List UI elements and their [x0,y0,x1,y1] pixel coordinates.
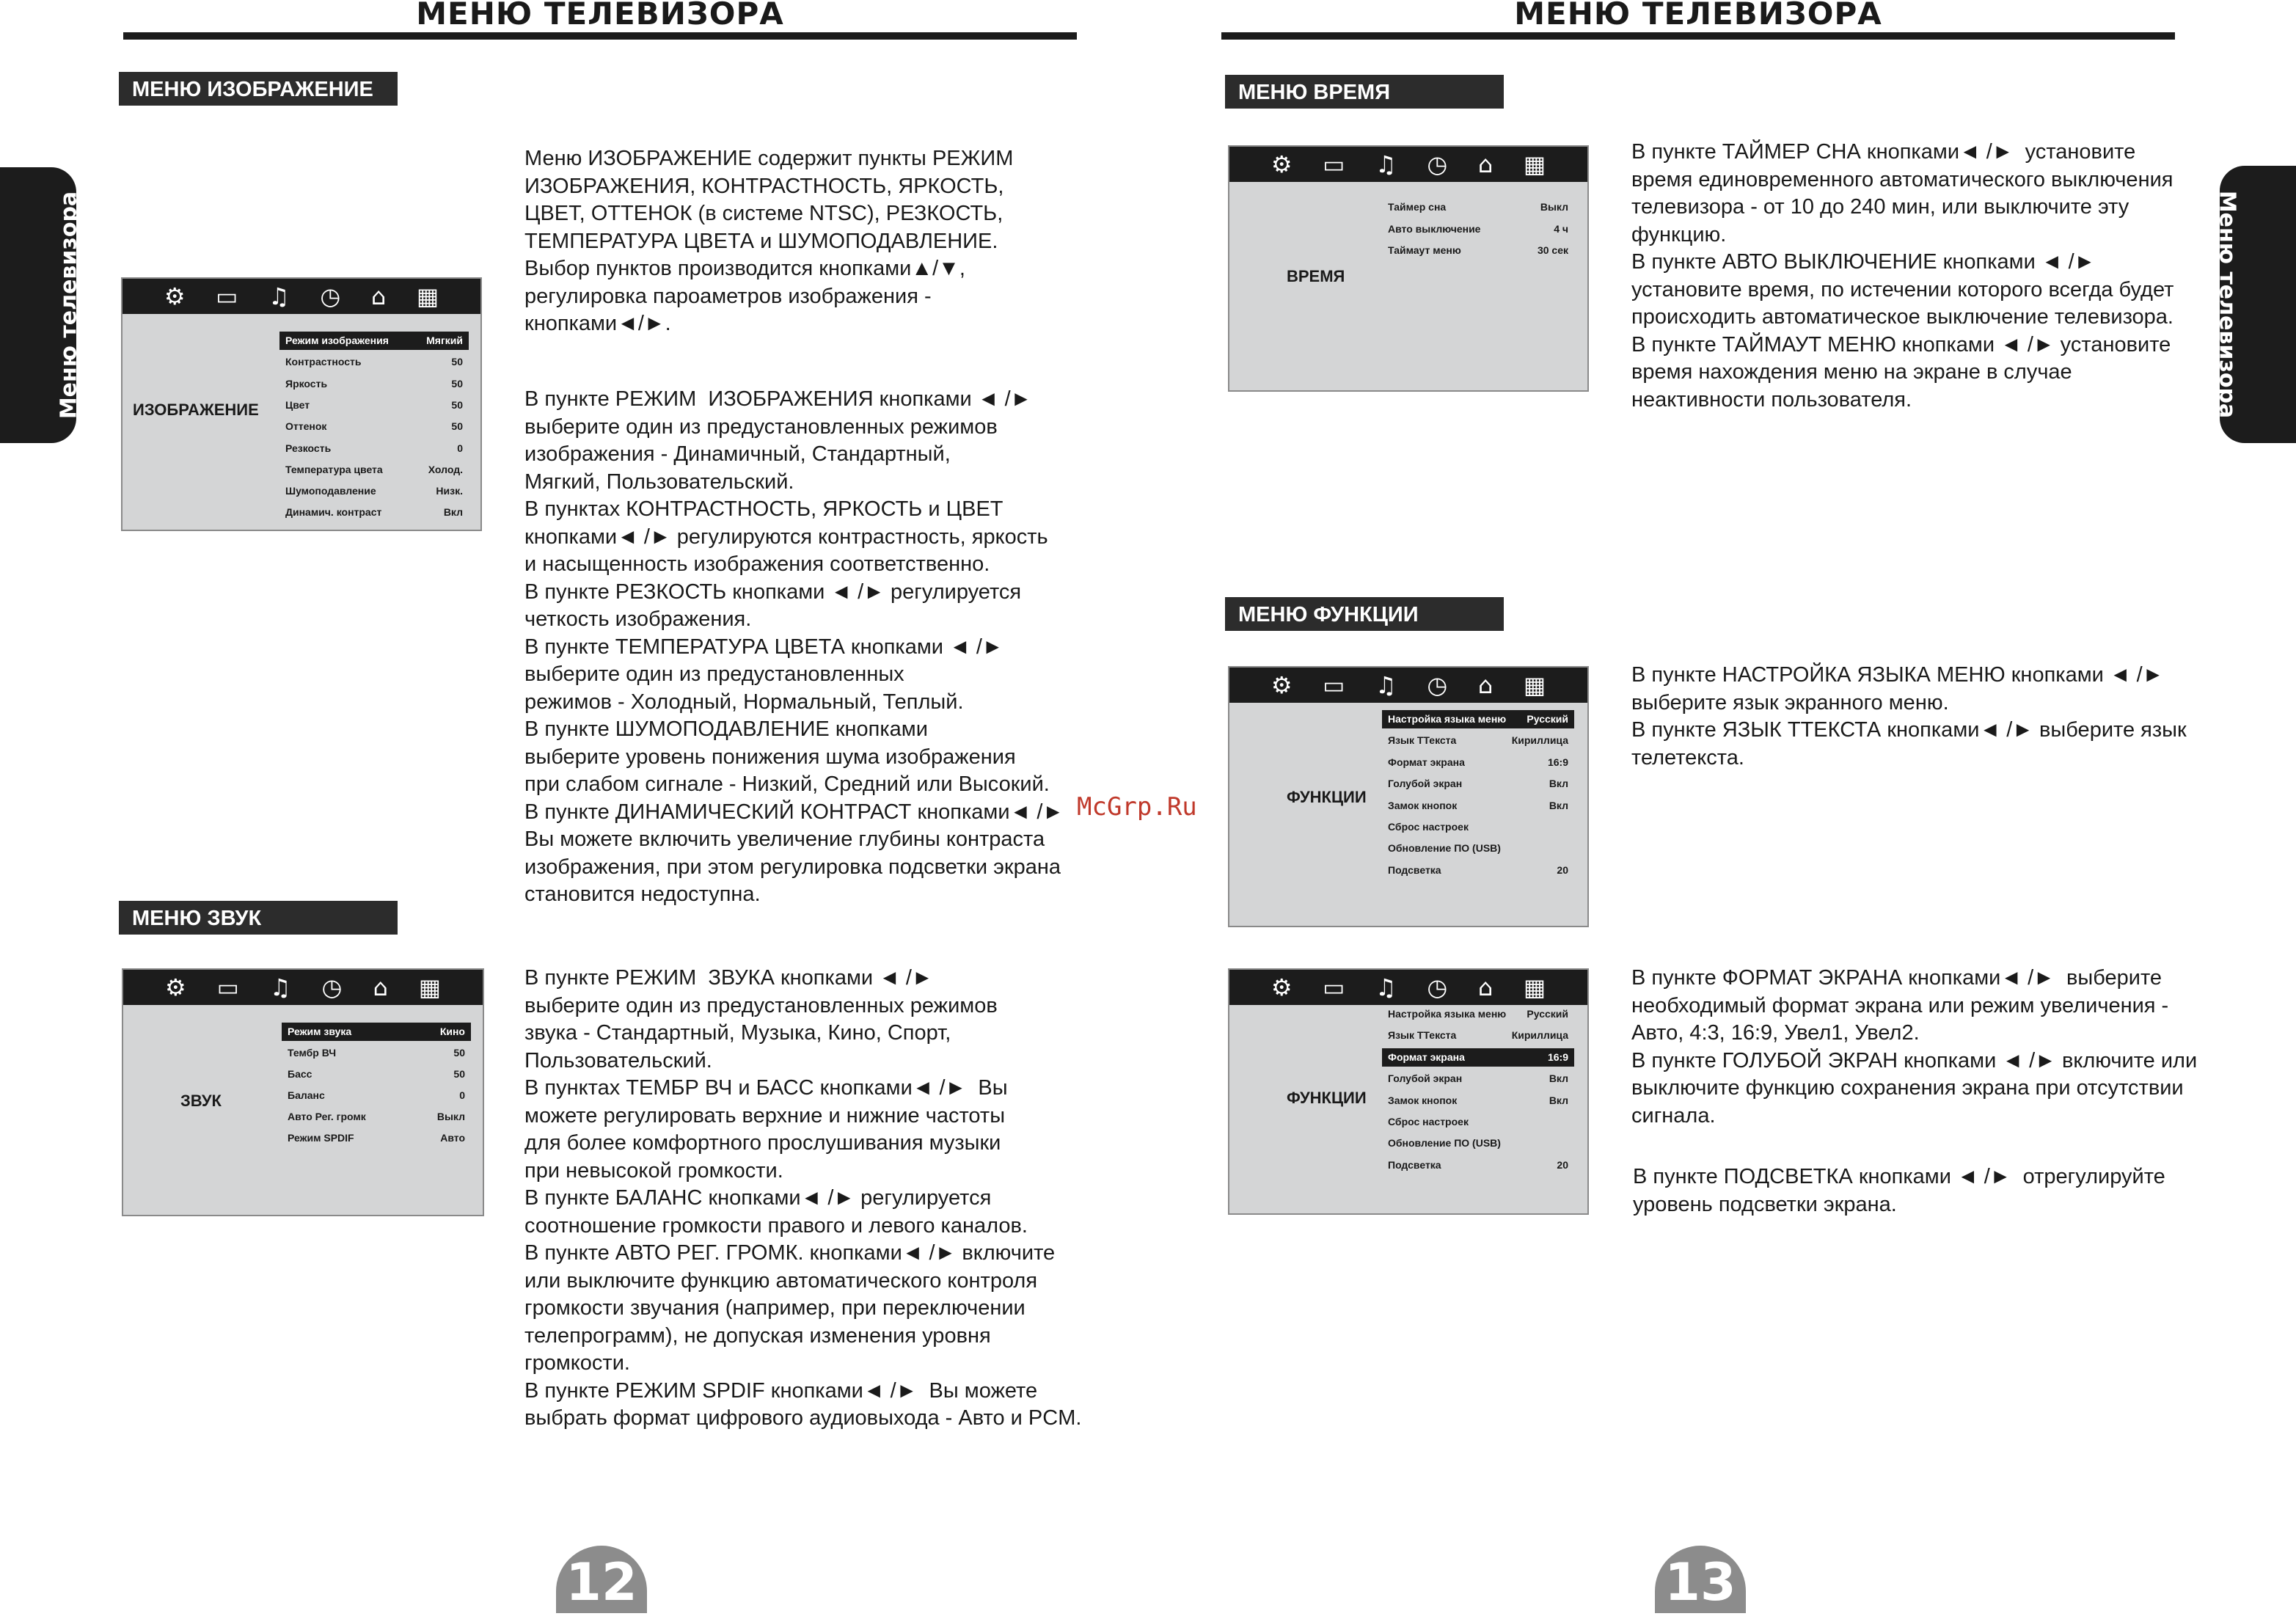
menu-row-value: Вкл [1549,1094,1568,1106]
menu-row-label: Голубой экран [1388,1072,1463,1085]
menu-row-value: 50 [453,1047,465,1059]
menu-row[interactable] [1382,1156,1574,1174]
menu-row-label: Тембр ВЧ [288,1047,337,1059]
menu-icon-bar [1229,668,1587,703]
menu-row-value: 20 [1557,1158,1568,1171]
menu-row-label: Голубой экран [1388,778,1463,790]
menu-row-value: Выкл [1540,201,1568,213]
menu-row[interactable] [282,1023,471,1041]
music-note-icon: ♫ [268,282,290,310]
menu-row-label: Сброс настроек [1388,821,1469,833]
clock-icon: ◷ [1427,150,1448,178]
side-tab-label: Меню телевизора [56,191,82,420]
clock-icon: ◷ [321,973,343,1001]
menu-icon-bar [1229,147,1587,182]
picture-intro-text: Меню ИЗОБРАЖЕНИЕ содержит пункты РЕЖИМ ИЗОБРАЖЕНИЯ, КОНТРАСТНОСТЬ, ЯРКОСТЬ, ЦВЕТ, ОТТЕНОК (в системе NTSC), РЕЗКОСТЬ, ТЕМПЕРАТУРА ЦВЕТА и ШУМОПОДАВЛЕНИЕ. Выбор пунктов производится кнопками▲/▼, регулировка пароаметров изображения - кнопками◄/►. [524,147,1014,335]
lock-icon: ⌂ [1477,150,1494,178]
menu-row[interactable] [279,332,469,350]
menu-row-value: Авто [440,1132,465,1144]
menu-label: ФУНКЦИИ [1287,788,1367,806]
music-note-icon: ♫ [1375,973,1397,1001]
menu-row-value: Вкл [1549,1072,1568,1085]
lock-icon: ⌂ [373,973,388,1001]
sound-menu-screen [122,968,484,1216]
menu-row-value: 20 [1557,863,1568,876]
menu-row-value: Кириллица [1511,1029,1568,1042]
menu-row-label: Авто Рег. громк [288,1111,366,1122]
menu-label: ИЗОБРАЖЕНИЕ [133,401,259,419]
menu-row-label: Оттенок [285,420,327,433]
page-number-left: 12 [556,1546,647,1613]
functions-backlight-text: В пункте ПОДСВЕТКА кнопками ◄ /► отрегулируйте уровень подсветки экрана. [1633,1165,2165,1216]
menu-row-label: Язык ТТекста [1388,734,1457,747]
menu-row-label: Басс [288,1068,312,1080]
menu-row[interactable] [282,1086,471,1105]
menu-row-value: 0 [459,1089,465,1101]
menu-row-value: Русский [1527,713,1568,725]
page-number-right: 13 [1655,1546,1746,1613]
menu-row-label: Цвет [285,398,310,411]
menu-row[interactable] [279,417,469,436]
menu-row[interactable] [279,353,469,371]
menu-row[interactable] [279,439,469,458]
menu-row[interactable] [1382,797,1574,815]
menu-icon-bar [123,970,483,1005]
menu-row-label: Таймаут меню [1388,244,1461,256]
menu-row-label: Режим звука [288,1026,352,1037]
menu-row-value: 16:9 [1547,756,1568,768]
title-rule-right [1221,32,2175,40]
menu-row[interactable] [279,503,469,522]
menu-row-label: Динамич. контраст [285,506,382,519]
menu-row-value: 50 [451,398,463,411]
functions-menu-screen-format [1228,968,1589,1215]
sound-details-text: В пункте РЕЖИМ ЗВУКА кнопками ◄ /► выберите один из предустановленных режимов звука - Стандартный, Музыка, Кино, Спорт, Пользовательский. В пунктах ТЕМБР ВЧ и БАСС кнопками◄ /► Вы можете регулировать верхние и нижние частоты для более комфортного прослушивания музыки при невысокой громкости. В пункте БАЛАНС кнопками◄ /► регулируется соотношение громкости правого и левого каналов. В пункте АВТО РЕГ. ГРОМК. кнопками◄ /► включите или выключите функцию автоматического контроля громкости звучания (например, при переключении телепрограмм), не допуская изменения уровня громкости. В пункте РЕЖИМ SPDIF кнопками◄ /► Вы можете выбрать формат цифрового аудиовыхода - Авто и PCM. [524,966,1082,1430]
menu-row[interactable] [1382,818,1574,836]
section-header-sound: МЕНЮ ЗВУК [119,901,398,935]
menu-row[interactable] [279,461,469,479]
menu-row[interactable] [1382,1113,1574,1131]
side-tab-left [0,167,82,443]
grid-icon: ▦ [416,282,439,310]
menu-row-label: Режим изображения [285,335,389,346]
time-details-text: В пункте ТАЙМЕР СНА кнопками◄ /► установите время единовременного автоматического выключения телевизора - от 10 до 240 мин, или выключите эту функцию. В пункте АВТО ВЫКЛЮЧЕНИЕ кнопками ◄ /► установите время, по истечении которого всегда будет происходить автоматическое выключение телевизора. В пункте ТАЙМАУТ МЕНЮ кнопками ◄ /► установите время нахождения меню на экране в случае неактивности пользователя. [1631,140,2174,412]
menu-row-value: Вкл [1549,778,1568,790]
clock-icon: ◷ [1427,973,1448,1001]
menu-row-label: Настройка языка меню [1388,713,1507,725]
side-tab-label: Меню телевизора [2214,190,2240,419]
grid-icon: ▦ [418,973,441,1001]
lock-icon: ⌂ [370,282,387,310]
menu-row[interactable] [279,396,469,414]
menu-row-label: Обновление ПО (USB) [1388,1137,1501,1150]
menu-row-label: Подсветка [1388,1158,1441,1171]
menu-row-value: Выкл [436,1111,465,1122]
side-tab-right [2214,166,2296,443]
functions-format-text: В пункте ФОРМАТ ЭКРАНА кнопками◄ /► выберите необходимый формат экрана или режим увеличения - Авто, 4:3, 16:9, Увел1, Увел2. В пункте ГОЛУБОЙ ЭКРАН кнопками ◄ /► включите или выключите функцию сохранения экрана при отсутствии сигнала. [1631,966,2198,1128]
menu-row-label: Замок кнопок [1388,799,1458,811]
menu-row-value: Кино [439,1026,465,1037]
menu-row-label: Баланс [288,1089,325,1101]
menu-row-label: Подсветка [1388,863,1441,876]
menu-row[interactable] [282,1065,471,1083]
music-note-icon: ♫ [1375,150,1397,178]
gear-icon: ⚙ [1271,150,1293,178]
gear-icon: ⚙ [1271,973,1293,1001]
menu-row-label: Контрастность [285,356,362,368]
menu-row-label: Таймер сна [1388,201,1447,213]
page-title-right: МЕНЮ ТЕЛЕВИЗОРА [1514,0,1882,32]
menu-row-value: Низк. [436,485,463,497]
menu-row[interactable] [279,375,469,393]
gear-icon: ⚙ [164,973,186,1001]
watermark: McGrp.Ru [1077,792,1197,822]
menu-icon-bar [123,279,480,314]
page-title-left: МЕНЮ ТЕЛЕВИЗОРА [416,0,784,32]
menu-row-label: Формат экрана [1388,1050,1465,1063]
menu-row-label: Шумоподавление [285,485,376,497]
menu-row-label: Язык ТТекста [1388,1029,1457,1042]
menu-row-value: Вкл [443,506,463,519]
menu-row[interactable] [1382,1005,1574,1023]
menu-row[interactable] [1382,1070,1574,1088]
lock-icon: ⌂ [1477,973,1494,1001]
monitor-icon: ▭ [1323,150,1345,178]
menu-row[interactable] [1382,731,1574,750]
menu-row-value: 16:9 [1547,1050,1568,1063]
clock-icon: ◷ [1427,671,1448,699]
menu-row[interactable] [282,1108,471,1126]
menu-row[interactable] [1382,220,1574,238]
menu-row-label: Сброс настроек [1388,1116,1469,1128]
menu-row[interactable] [1382,1092,1574,1110]
menu-row-value: Кириллица [1511,734,1568,747]
menu-row-label: Обновление ПО (USB) [1388,842,1501,855]
menu-label: ЗВУК [180,1092,222,1110]
picture-details-text: В пункте РЕЖИМ ИЗОБРАЖЕНИЯ кнопками ◄ /► выберите один из предустановленных режимов изображения - Динамичный, Стандартный, Мягкий, Пользовательский. В пунктах КОНТРАСТНОСТЬ, ЯРКОСТЬ и ЦВЕТ кнопками◄ /► регулируются контрастность, яркость и насыщенность изображения соответственно. В пункте РЕЗКОСТЬ кнопками ◄ /► регулируется четкость изображения. В пункте ТЕМПЕРАТУРА ЦВЕТА кнопками ◄ /► выберите один из предустановленных режимов - Холодный, Нормальный, Теплый. В пункте ШУМОПОДАВЛЕНИЕ кнопками выберите уровень понижения шума изображения при слабом сигнале - Низкий, Средний или Высокий. В пункте ДИНАМИЧЕСКИЙ КОНТРАСТ кнопками◄ /► Вы можете включить увеличение глубины контраста изображения, при этом регулировка подсветки экрана становится недоступна. [524,387,1064,906]
menu-row[interactable] [1382,1134,1574,1152]
menu-row[interactable] [1382,861,1574,880]
menu-row[interactable] [1382,1048,1574,1067]
monitor-icon: ▭ [1323,973,1345,1001]
menu-row[interactable] [1382,753,1574,772]
gear-icon: ⚙ [1271,671,1293,699]
section-header-functions: МЕНЮ ФУНКЦИИ [1225,597,1504,631]
menu-row-label: Резкость [285,442,332,454]
menu-row-label: Температура цвета [285,463,383,475]
menu-row[interactable] [1382,710,1574,728]
grid-icon: ▦ [1523,671,1546,699]
grid-icon: ▦ [1523,150,1546,178]
menu-row-value: 4 ч [1554,222,1568,235]
title-rule-left [123,32,1077,40]
section-header-time: МЕНЮ ВРЕМЯ [1225,75,1504,109]
menu-row[interactable] [282,1044,471,1062]
functions-menu-screen-language [1228,666,1589,927]
music-note-icon: ♫ [269,973,291,1001]
menu-row[interactable] [1382,241,1574,260]
grid-icon: ▦ [1523,973,1546,1001]
menu-row-value: Мягкий [426,335,463,346]
menu-icon-bar [1229,970,1587,1005]
menu-label: ВРЕМЯ [1287,267,1345,285]
menu-label: ФУНКЦИИ [1287,1089,1367,1107]
music-note-icon: ♫ [1375,671,1397,699]
menu-row-value: 50 [451,377,463,390]
menu-row-value: 50 [453,1068,465,1080]
menu-row[interactable] [282,1129,471,1147]
time-menu-screen [1228,145,1589,392]
picture-menu-screen [121,277,482,531]
menu-row-value: 30 сек [1537,244,1568,256]
menu-row[interactable] [1382,775,1574,793]
menu-row[interactable] [1382,198,1574,216]
menu-row-value: Вкл [1549,799,1568,811]
menu-row-value: 50 [451,420,463,433]
menu-row-value: 50 [451,356,463,368]
menu-row-label: Формат экрана [1388,756,1465,768]
clock-icon: ◷ [320,282,341,310]
menu-row[interactable] [1382,839,1574,858]
menu-row-value: Русский [1527,1008,1568,1020]
gear-icon: ⚙ [164,282,186,310]
menu-row-value: Холод. [428,463,463,475]
functions-language-text: В пункте НАСТРОЙКА ЯЗЫКА МЕНЮ кнопками ◄ /► выберите язык экранного меню. В пункте ЯЗЫК ТТЕКСТА кнопками◄ /► выберите язык телетекста. [1631,663,2187,770]
menu-row[interactable] [1382,1026,1574,1045]
monitor-icon: ▭ [216,973,239,1001]
menu-row-label: Настройка языка меню [1388,1008,1507,1020]
menu-row-value: 0 [457,442,463,454]
monitor-icon: ▭ [1323,671,1345,699]
lock-icon: ⌂ [1477,671,1494,699]
menu-row-label: Яркость [285,377,328,390]
menu-row[interactable] [279,482,469,500]
section-header-picture: МЕНЮ ИЗОБРАЖЕНИЕ [119,72,398,106]
monitor-icon: ▭ [216,282,238,310]
menu-row-label: Замок кнопок [1388,1094,1458,1106]
menu-row-label: Режим SPDIF [288,1132,354,1144]
menu-row-label: Авто выключение [1388,222,1481,235]
